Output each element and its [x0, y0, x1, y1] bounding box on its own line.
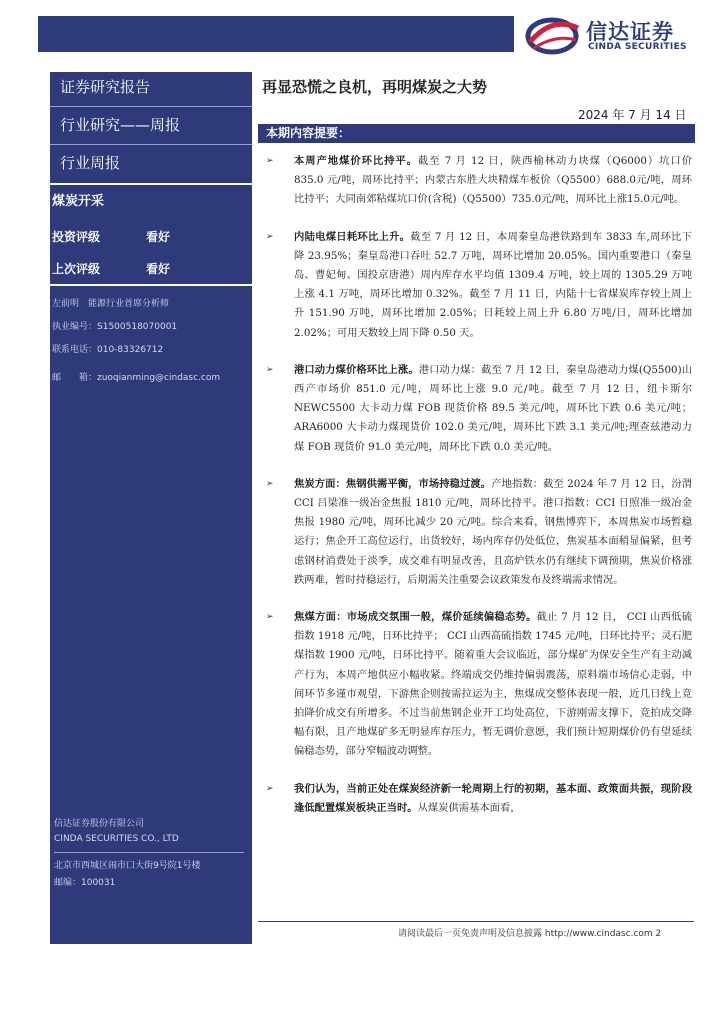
logo-name-cn: 信达证券 [586, 20, 674, 44]
arrow-bullet-icon: ➢ [266, 478, 274, 489]
summary-list [262, 152, 692, 836]
company-name-cn: 信达证券股份有限公司 [54, 819, 145, 829]
analyst-license: 执业编号：S1500518070001 [52, 322, 178, 332]
sidebar [50, 72, 252, 944]
bullet-text: 截至 7 月 12 日，陕西榆林动力块煤（Q6000）坑口价 835.0 元/吨，周环比持平；内蒙古东胜大块精煤车板价（Q5500）688.0元/吨，周环比持平；大同南郊粘煤坑口价(含税)（Q5500）735.0元/吨，周环比上涨15.0元/吨。 [294, 155, 692, 206]
list-item [262, 780, 692, 818]
bullet-lead: 港口动力煤价格环比上涨。 [294, 363, 419, 376]
company-address: 北京市西城区闹市口大街9号院1号楼 [54, 861, 201, 871]
bullet-lead: 焦炭方面：焦钢供需平衡，市场持稳过渡。 [294, 477, 492, 490]
footer-divider [258, 921, 694, 922]
company-name-en: CINDA SECURITIES CO., LTD [54, 834, 179, 844]
industry-name: 煤炭开采 [52, 194, 105, 209]
bullet-text: 产地指数：截至 2024 年 7 月 12 日，汾渭 CCI 吕梁准一级冶金焦报 1810 元/吨，周环比持平。港口指数：CCI 日照准一级冶金焦报 1980 元/吨，周环比减少 20 元/吨。综合来看，钢焦博弈下，本周焦炭市场暂稳运行；焦企开工高位运行，出货较好，场内库存仍处低位，焦炭基本面稍显偏紧，但考虑钢材消费处于淡季，成交难有明显改善，且高炉铁水仍有继续下调预期，焦炭价格涨跌两难，暂时持稳运行，后期需关注重要会议政策发布及终端需求情况。 [294, 477, 693, 586]
bullet-lead: 我们认为，当前正处在煤炭经济新一轮周期上行的初期，基本面、政策面共振，现阶段逢低配置煤炭板块正当时。 [294, 782, 692, 814]
bullet-text: 截至 7 月 12 日，本周秦皇岛港铁路到车 3833 车,周环比下降 23.95%；秦皇岛港口吞吐 52.7 万吨，周环比增加 20.05%。国内重要港口（秦皇岛、曹妃甸、国投京唐港）周内库存水平均值 1309.4 万吨，较上周的 1305.29 万吨上涨 4.1 万吨，周环比增加 0.32%。截至 7 月 11 日，内陆十七省煤炭库存较上周上升 151.90 万吨，周环比增加 2.05%；日耗较上周上升 6.80 万吨/日，周环比增加 2.02%；可用天数较上周下降 0.50 天。 [294, 230, 692, 339]
list-item [262, 361, 692, 457]
analyst-email[interactable]: 邮 箱：zuoqianming@cindasc.com [52, 373, 221, 383]
bullet-lead: 焦煤方面：市场成交氛围一般，煤价延续偏稳态势。 [294, 611, 537, 624]
report-title: 再显恐慌之良机，再明煤炭之大势 [262, 78, 488, 96]
bullet-text: 从煤炭供需基本面看， [417, 801, 521, 814]
arrow-bullet-icon: ➢ [266, 156, 274, 166]
analyst-phone: 联系电话：010-83326712 [52, 345, 164, 355]
arrow-bullet-icon: ➢ [266, 783, 274, 794]
rating-label: 投资评级 [52, 230, 101, 244]
divider [50, 144, 252, 145]
list-item [262, 608, 692, 762]
report-category: 行业研究——周报 [60, 116, 181, 134]
report-date: 2024 年 7 月 14 日 [578, 108, 687, 122]
prev-rating-label: 上次评级 [52, 262, 101, 276]
header-bar [38, 16, 514, 52]
summary-heading-bar [258, 124, 695, 143]
list-item [262, 152, 692, 210]
divider [50, 106, 252, 107]
bullet-text: 截止 7 月 12 日， CCI 山西低硫指数 1918 元/吨，日环比持平； CCI 山西高硫指数 1745 元/吨，日环比持平；灵石肥煤指数 1900 元/吨，日环比持平。随着重大会议临近，部分煤矿为保安全生产有主动减产行为，本周产地供应小幅收紧。终端成交仍维持偏弱震荡，原料端市场信心走弱，中间环节多谨市观望，下游焦企则按需拉运为主，焦煤成交整体表现一般，近几日线上竞拍降价成交有所增多。不过当前焦钢企业开工均处高位，下游刚需支撑下，竞拍成交降幅有限，且产地煤矿多无明显库存压力，暂无调价意愿，我们预计短期煤价仍有望延续偏稳态势，部分窄幅波动调整。 [294, 611, 692, 758]
divider [50, 183, 252, 185]
list-item [262, 475, 692, 590]
report-type: 证券研究报告 [60, 78, 151, 96]
arrow-bullet-icon: ➢ [266, 364, 274, 375]
analyst-name: 左前明 能源行业首席分析师 [52, 299, 170, 309]
report-subcategory: 行业周报 [60, 154, 121, 172]
rating-value: 看好 [146, 230, 171, 244]
divider [54, 852, 244, 853]
divider [50, 284, 252, 286]
bullet-lead: 本周产地煤价环比持平。 [294, 155, 418, 167]
company-postcode: 邮编：100031 [54, 878, 116, 888]
bullet-lead: 内陆电煤日耗环比上升。 [294, 230, 411, 243]
bullet-text: 港口动力煤：截至 7 月 12 日，秦皇岛港动力煤(Q5500)山西产市场价 851.0 元/吨，周环比上涨 9.0 元/吨。截至 7 月 12 日，纽卡斯尔 NEWC5500 大卡动力煤 FOB 现货价格 89.5 美元/吨，周环比下跌 0.6 美元/吨；ARA6000 大卡动力煤现货价 102.0 美元/吨，周环比下跌 3.1 美元/吨;理查兹港动力煤 FOB 现货价 91.0 美元/吨，周环比下跌 0.0 美元/吨。 [294, 363, 692, 453]
logo-swoosh-icon [522, 12, 584, 58]
prev-rating-value: 看好 [146, 262, 171, 276]
logo-name-en: CINDA SECURITIES [588, 42, 687, 52]
page-footer: 请阅读最后一页免责声明及信息披露 http://www.cindasc.com 2 [398, 929, 662, 939]
brand-logo [522, 12, 698, 58]
list-item [262, 228, 692, 343]
arrow-bullet-icon: ➢ [266, 231, 274, 242]
summary-heading: 本期内容提要： [266, 126, 351, 140]
arrow-bullet-icon: ➢ [266, 612, 274, 623]
